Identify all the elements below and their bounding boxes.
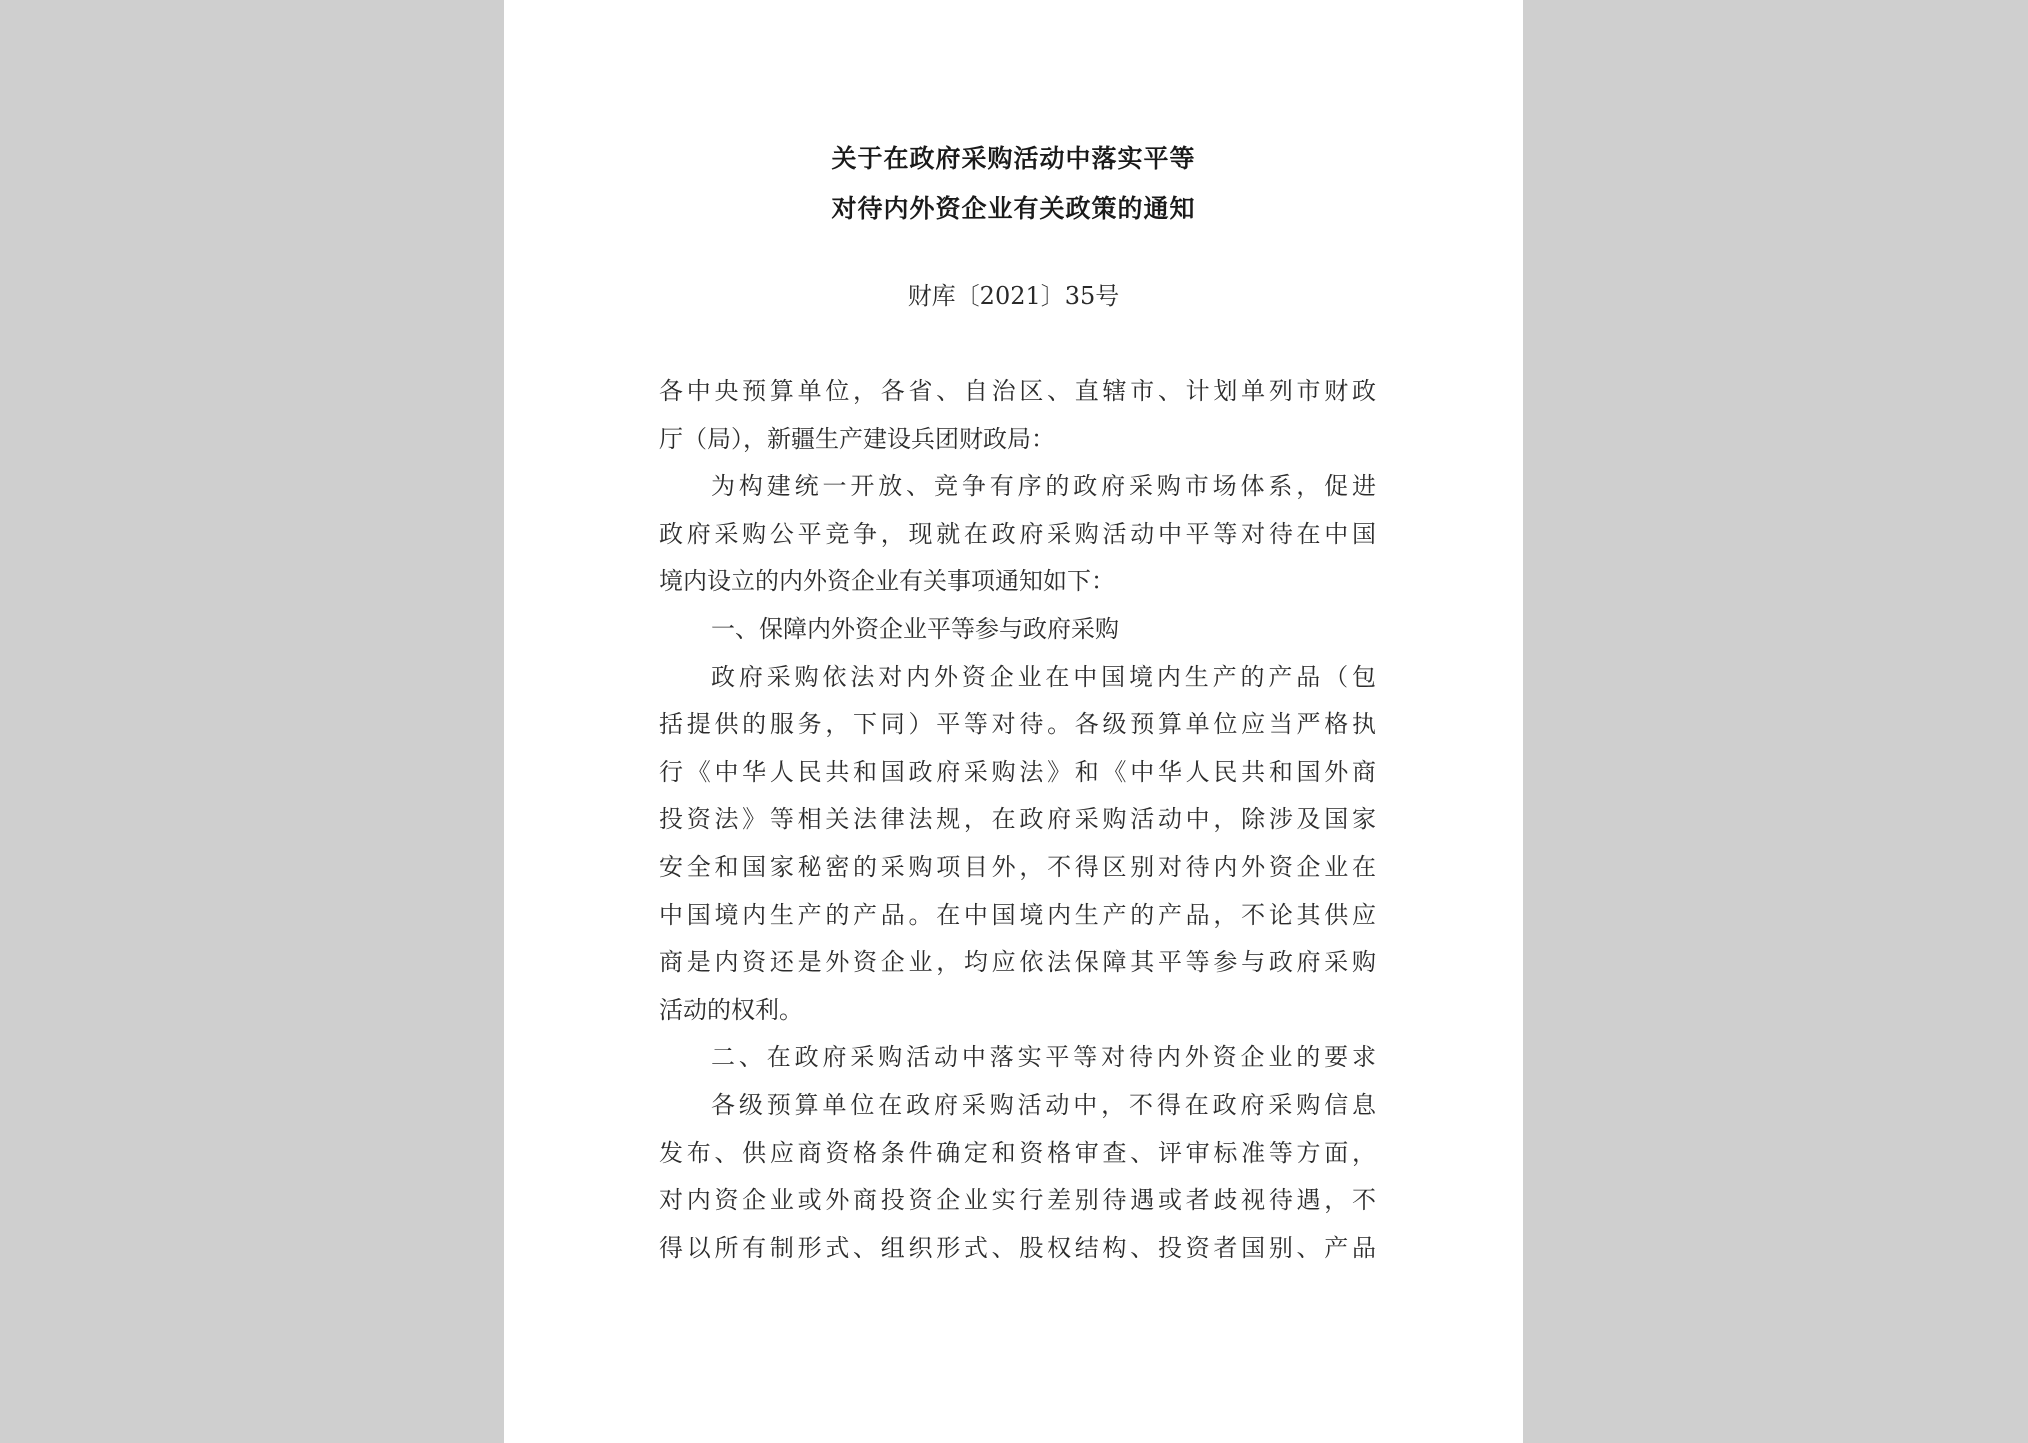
body-line-13: 商是内资还是外资企业，均应依法保障其平等参与政府采购 bbox=[659, 948, 1376, 977]
body-line-11: 安全和国家秘密的采购项目外，不得区别对待内外资企业在 bbox=[659, 852, 1376, 881]
body-line-9: 行《中华人民共和国政府采购法》和《中华人民共和国外商 bbox=[659, 757, 1376, 786]
body-line-1: 各中央预算单位，各省、自治区、直辖市、计划单列市财政 bbox=[659, 377, 1376, 405]
body-line-5: 境内设立的内外资企业有关事项通知如下： bbox=[659, 567, 1115, 596]
title-line-1: 关于在政府采购活动中落实平等 bbox=[831, 144, 1196, 173]
body-line-10: 投资法》等相关法律法规，在政府采购活动中，除涉及国家 bbox=[659, 805, 1376, 834]
body-line-8: 括提供的服务，下同）平等对待。各级预算单位应当严格执 bbox=[659, 710, 1376, 739]
body-line-4: 政府采购公平竞争，现就在政府采购活动中平等对待在中国 bbox=[659, 519, 1376, 548]
body-line-16: 各级预算单位在政府采购活动中，不得在政府采购信息 bbox=[711, 1090, 1376, 1119]
body-line-19: 得以所有制形式、组织形式、股权结构、投资者国别、产品 bbox=[659, 1233, 1376, 1262]
body-line-2: 厅（局），新疆生产建设兵团财政局： bbox=[659, 424, 1055, 453]
body-line-14: 活动的权利。 bbox=[659, 995, 803, 1024]
document-number: 财库〔2021〕35号 bbox=[907, 282, 1120, 310]
document-body bbox=[659, 368, 1376, 1272]
body-line-3: 为构建统一开放、竞争有序的政府采购市场体系，促进 bbox=[711, 472, 1376, 501]
document-page bbox=[504, 0, 1523, 1443]
body-line-7: 政府采购依法对内外资企业在中国境内生产的产品（包 bbox=[711, 662, 1376, 691]
body-line-18: 对内资企业或外商投资企业实行差别待遇或者歧视待遇，不 bbox=[659, 1186, 1376, 1215]
section-heading-2: 二、在政府采购活动中落实平等对待内外资企业的要求 bbox=[711, 1043, 1376, 1072]
body-line-17: 发布、供应商资格条件确定和资格审查、评审标准等方面， bbox=[659, 1138, 1376, 1167]
title-line-2: 对待内外资企业有关政策的通知 bbox=[831, 194, 1196, 223]
document-title bbox=[504, 134, 1523, 234]
section-heading-1: 一、保障内外资企业平等参与政府采购 bbox=[711, 614, 1119, 643]
body-line-12: 中国境内生产的产品。在中国境内生产的产品，不论其供应 bbox=[659, 900, 1376, 929]
